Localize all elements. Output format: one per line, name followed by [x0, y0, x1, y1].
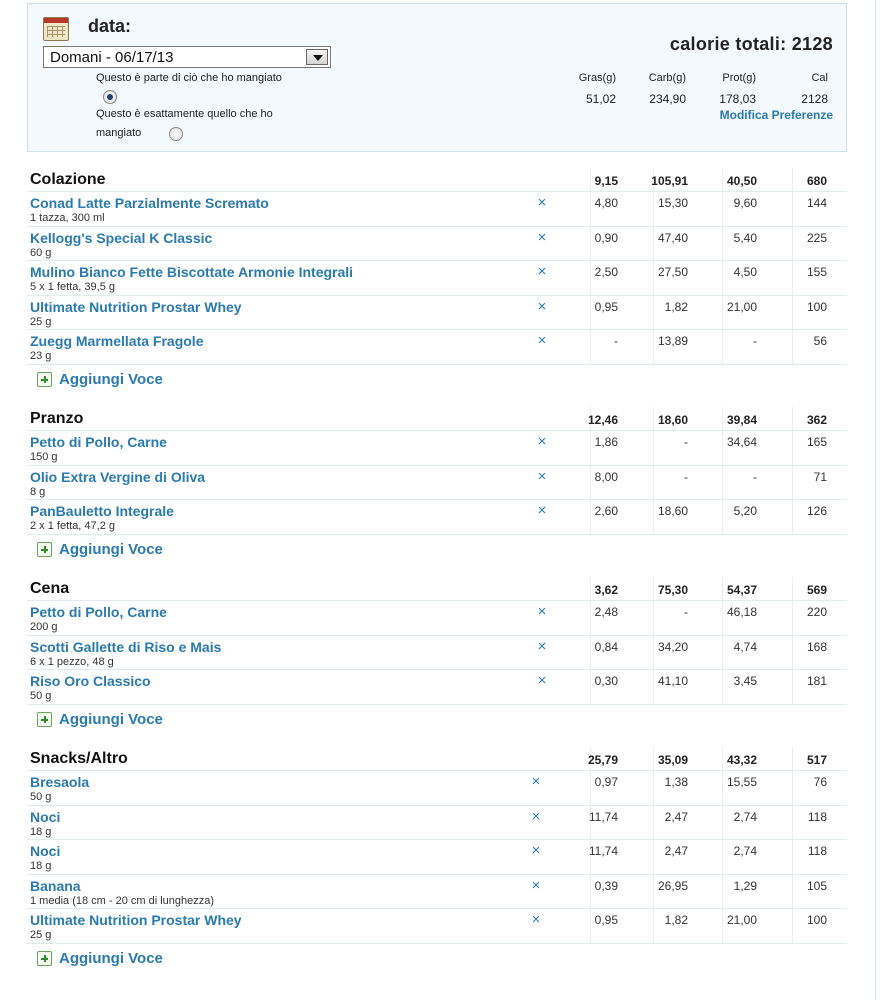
- food-value-cal: 105: [806, 878, 827, 893]
- meal-total-fat: 3,62: [594, 583, 618, 597]
- food-name-link[interactable]: Banana: [30, 877, 81, 894]
- food-name-link[interactable]: Petto di Pollo, Carne: [30, 604, 167, 620]
- food-name-link[interactable]: Riso Oro Classico: [30, 673, 151, 689]
- total-cal: 2128: [801, 92, 828, 106]
- food-quantity: 6 x 1 pezzo, 48 g: [30, 655, 114, 668]
- delete-icon[interactable]: ×: [537, 332, 547, 349]
- food-value-protein: -: [753, 334, 757, 348]
- date-dropdown-value: Domani - 06/17/13: [50, 49, 174, 66]
- food-value-carb: 26,95: [657, 878, 688, 893]
- food-value-cal: 225: [806, 230, 827, 245]
- meal-header: [27, 577, 847, 601]
- meal-total-cal: 362: [806, 413, 827, 427]
- food-value-protein: 9,60: [733, 196, 757, 210]
- food-value-fat: 2,60: [594, 504, 618, 518]
- food-value-protein: 3,45: [733, 674, 757, 688]
- food-name-link[interactable]: Noci: [30, 843, 61, 859]
- food-row: [27, 670, 847, 705]
- calendar-icon[interactable]: [43, 17, 69, 41]
- food-value-carb: -: [684, 605, 688, 619]
- food-quantity: 18 g: [30, 860, 52, 872]
- meal-total-fat: 25,79: [587, 753, 618, 767]
- food-row: [27, 909, 847, 944]
- total-protein: 178,03: [719, 92, 756, 106]
- food-quantity: 50 g: [30, 690, 52, 702]
- add-item-label[interactable]: Aggiungi Voce: [59, 949, 163, 967]
- food-value-fat: 0,90: [594, 230, 618, 245]
- delete-icon[interactable]: ×: [537, 228, 547, 246]
- delete-icon[interactable]: ×: [537, 263, 547, 280]
- food-row: [27, 261, 847, 296]
- food-name-link[interactable]: Conad Latte Parzialmente Scremato: [30, 195, 269, 211]
- plus-icon[interactable]: [37, 542, 52, 557]
- add-item-button[interactable]: [27, 944, 847, 974]
- add-item-button[interactable]: [27, 365, 847, 395]
- food-quantity: 5 x 1 fetta, 39,5 g: [30, 281, 116, 293]
- food-row: [27, 296, 847, 331]
- add-item-label[interactable]: Aggiungi Voce: [59, 710, 163, 728]
- meal-total-carb: 105,91: [651, 174, 688, 188]
- meal-total-cal: 517: [806, 753, 827, 767]
- date-label: data:: [88, 16, 132, 36]
- food-quantity: 18 g: [30, 825, 52, 838]
- food-quantity: 23 g: [30, 350, 52, 362]
- delete-icon[interactable]: ×: [537, 672, 547, 689]
- food-value-fat: -: [614, 334, 618, 348]
- date-summary-panel: [27, 3, 847, 152]
- meal-total-protein: 39,84: [726, 413, 757, 427]
- column-header-protein: Prot(g): [722, 72, 756, 84]
- food-name-link[interactable]: Mulino Bianco Fette Biscottate Armonie Integrali: [30, 264, 354, 280]
- food-value-cal: 118: [807, 809, 827, 824]
- delete-icon[interactable]: ×: [531, 807, 541, 825]
- delete-icon[interactable]: ×: [537, 502, 547, 519]
- food-value-protein: 21,00: [726, 299, 757, 314]
- food-quantity: 2 x 1 fetta, 47,2 g: [30, 520, 116, 532]
- date-dropdown[interactable]: [43, 46, 331, 68]
- column-header-carb: Carb(g): [648, 72, 686, 84]
- delete-icon[interactable]: ×: [531, 842, 541, 859]
- food-row: [27, 601, 847, 636]
- add-item-button[interactable]: [27, 705, 847, 735]
- add-item-label[interactable]: Aggiungi Voce: [59, 370, 163, 388]
- food-row: [27, 771, 847, 806]
- meal-total-protein: 54,37: [726, 583, 757, 597]
- food-value-cal: 118: [807, 844, 827, 858]
- total-carb: 234,90: [649, 92, 686, 106]
- meal-total-protein: 40,50: [726, 174, 757, 188]
- chevron-down-icon[interactable]: [306, 49, 328, 65]
- food-name-link[interactable]: PanBauletto Integrale: [30, 503, 174, 519]
- food-value-protein: 5,40: [733, 230, 757, 245]
- option-partial-radio[interactable]: [103, 90, 117, 104]
- food-quantity: 25 g: [30, 315, 52, 328]
- meal-total-cal: 680: [806, 174, 827, 188]
- page-right-border: [875, 0, 876, 1000]
- meal-section-cena: [27, 577, 847, 735]
- meal-total-carb: 18,60: [657, 413, 688, 427]
- plus-icon[interactable]: [37, 951, 52, 966]
- food-name-link[interactable]: Bresaola: [30, 774, 90, 790]
- plus-icon[interactable]: [37, 372, 52, 387]
- food-value-cal: 168: [806, 639, 827, 654]
- food-value-cal: 144: [806, 196, 827, 210]
- food-value-cal: 181: [806, 674, 827, 688]
- food-value-carb: 18,60: [657, 504, 688, 518]
- food-value-fat: 11,74: [588, 844, 618, 858]
- food-row: [27, 330, 847, 365]
- food-quantity: 8 g: [30, 485, 46, 498]
- meal-title: Snacks/Altro: [30, 750, 128, 767]
- food-value-fat: 0,95: [594, 913, 618, 927]
- food-row: [27, 466, 847, 501]
- food-name-link[interactable]: Kellogg's Special K Classic: [30, 229, 213, 246]
- food-value-carb: 2,47: [664, 809, 688, 824]
- option-partial-label: Questo è parte di ciò che ho mangiato: [96, 72, 282, 84]
- meal-section-pranzo: [27, 407, 847, 565]
- food-value-cal: 76: [813, 775, 827, 789]
- food-name-link[interactable]: Petto di Pollo, Carne: [30, 434, 167, 450]
- food-value-protein: 5,20: [733, 504, 757, 518]
- column-header-cal: Cal: [811, 72, 828, 84]
- food-value-carb: 15,30: [657, 196, 688, 210]
- delete-icon[interactable]: ×: [537, 603, 547, 620]
- meal-title: Colazione: [30, 171, 106, 188]
- food-value-protein: 1,29: [733, 878, 757, 893]
- delete-icon[interactable]: ×: [531, 773, 541, 790]
- food-value-carb: 27,50: [657, 265, 688, 279]
- food-value-fat: 2,48: [594, 605, 618, 619]
- food-quantity: 1 tazza, 300 ml: [30, 212, 105, 224]
- meal-header: [27, 407, 847, 431]
- food-value-fat: 8,00: [594, 469, 618, 484]
- meal-total-protein: 43,32: [726, 753, 757, 767]
- food-row: [27, 227, 847, 262]
- delete-icon[interactable]: ×: [531, 911, 541, 928]
- meal-total-carb: 35,09: [657, 753, 688, 767]
- food-name-link[interactable]: Ultimate Nutrition Prostar Whey: [30, 298, 242, 315]
- meal-section-colazione: [27, 168, 847, 395]
- meal-section-snacks-altro: [27, 747, 847, 974]
- food-value-fat: 0,95: [594, 299, 618, 314]
- delete-icon[interactable]: ×: [531, 876, 541, 894]
- food-value-protein: 4,74: [733, 639, 757, 654]
- food-row: [27, 636, 847, 671]
- food-value-protein: 34,64: [726, 435, 757, 449]
- food-value-cal: 100: [806, 913, 827, 927]
- food-value-cal: 56: [813, 334, 827, 348]
- food-value-cal: 100: [806, 299, 827, 314]
- food-value-cal: 220: [806, 605, 827, 619]
- food-quantity: 150 g: [30, 451, 58, 463]
- food-value-cal: 155: [806, 265, 827, 279]
- food-value-cal: 71: [813, 469, 827, 484]
- food-quantity: 25 g: [30, 929, 52, 941]
- food-value-carb: 2,47: [664, 844, 688, 858]
- food-name-link[interactable]: Noci: [30, 808, 61, 825]
- food-value-fat: 0,84: [594, 639, 618, 654]
- option-exact-radio[interactable]: [169, 127, 183, 141]
- food-value-protein: 2,74: [733, 844, 757, 858]
- food-value-carb: 41,10: [657, 674, 688, 688]
- add-item-button[interactable]: [27, 535, 847, 565]
- food-value-carb: 1,38: [664, 775, 688, 789]
- food-row: [27, 875, 847, 910]
- food-quantity: 60 g: [30, 246, 52, 259]
- food-name-link[interactable]: Ultimate Nutrition Prostar Whey: [30, 912, 242, 928]
- food-quantity: 50 g: [30, 791, 52, 803]
- food-row: [27, 431, 847, 466]
- food-name-link[interactable]: Scotti Gallette di Riso e Mais: [30, 638, 222, 655]
- food-row: [27, 500, 847, 535]
- food-value-carb: 13,89: [657, 334, 688, 348]
- food-value-carb: -: [684, 435, 688, 449]
- food-value-protein: 46,18: [726, 605, 757, 619]
- meal-total-fat: 12,46: [587, 413, 618, 427]
- meal-header: [27, 168, 847, 192]
- food-value-protein: 15,55: [726, 775, 757, 789]
- food-value-fat: 0,39: [594, 878, 618, 893]
- food-value-fat: 4,80: [594, 196, 618, 210]
- meal-header: [27, 747, 847, 771]
- food-value-carb: 1,82: [664, 299, 688, 314]
- food-quantity: 200 g: [30, 621, 58, 633]
- delete-icon[interactable]: ×: [537, 467, 547, 485]
- plus-icon[interactable]: [37, 712, 52, 727]
- meal-title: Cena: [30, 580, 70, 597]
- food-name-link[interactable]: Olio Extra Vergine di Oliva: [30, 468, 206, 485]
- food-quantity: 1 media (18 cm - 20 cm di lunghezza): [30, 894, 215, 907]
- meal-total-carb: 75,30: [657, 583, 688, 597]
- meal-total-cal: 569: [806, 583, 827, 597]
- option-exact-label-line2: mangiato: [96, 127, 142, 139]
- food-row: [27, 806, 847, 841]
- food-name-link[interactable]: Zuegg Marmellata Fragole: [30, 333, 204, 349]
- food-value-carb: 47,40: [657, 230, 688, 245]
- food-value-carb: 34,20: [657, 639, 688, 654]
- food-value-fat: 2,50: [594, 265, 618, 279]
- food-value-protein: 4,50: [733, 265, 757, 279]
- delete-icon[interactable]: ×: [537, 433, 547, 450]
- food-value-carb: -: [684, 469, 688, 484]
- food-value-protein: -: [753, 469, 757, 484]
- food-value-cal: 165: [806, 435, 827, 449]
- meal-total-fat: 9,15: [594, 174, 618, 188]
- food-row: [27, 840, 847, 875]
- delete-icon[interactable]: ×: [537, 637, 547, 655]
- food-value-fat: 0,97: [594, 775, 618, 789]
- food-row: [27, 192, 847, 227]
- delete-icon[interactable]: ×: [537, 194, 547, 211]
- food-value-fat: 1,86: [594, 435, 618, 449]
- column-header-fat: Gras(g): [578, 72, 616, 84]
- edit-preferences-link[interactable]: Modifica Preferenze: [719, 108, 833, 122]
- food-value-fat: 0,30: [594, 674, 618, 688]
- food-value-fat: 11,74: [588, 809, 618, 824]
- delete-icon[interactable]: ×: [537, 297, 547, 315]
- food-value-carb: 1,82: [664, 913, 688, 927]
- food-value-protein: 2,74: [733, 809, 757, 824]
- option-exact-label: Questo è esattamente quello che ho: [96, 108, 273, 120]
- meal-title: Pranzo: [30, 410, 84, 427]
- add-item-label[interactable]: Aggiungi Voce: [59, 540, 163, 558]
- food-value-protein: 21,00: [726, 913, 757, 927]
- total-fat: 51,02: [585, 92, 616, 106]
- calorie-total: calorie totali: 2128: [669, 34, 833, 54]
- food-value-cal: 126: [806, 504, 827, 518]
